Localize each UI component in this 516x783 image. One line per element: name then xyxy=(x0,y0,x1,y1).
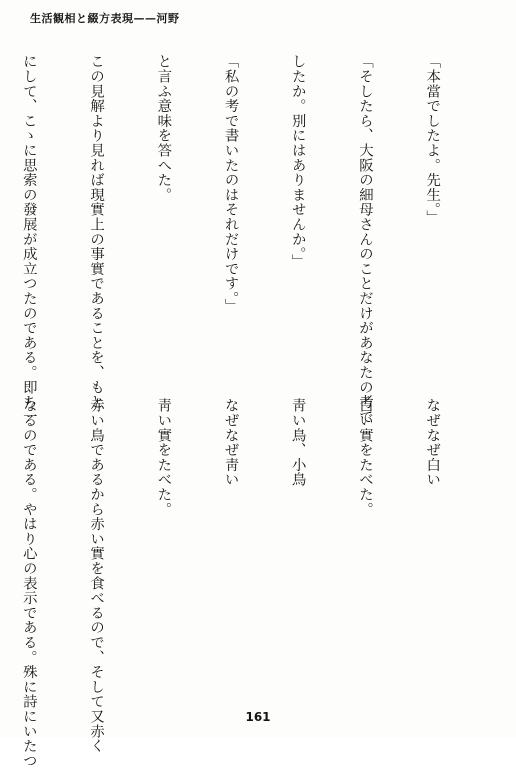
text-line: にして、こゝに思索の發展が成立つたのである。即ち一 xyxy=(20,54,37,424)
text-line: と言ふ意味を答へた。 xyxy=(155,54,172,202)
page-number: 161 xyxy=(245,710,271,724)
text-line: 靑い實をたべた。 xyxy=(155,398,172,517)
text-line: 靑い鳥、小鳥 xyxy=(289,398,306,487)
text-line: したか。別にはありませんか。」 xyxy=(289,54,306,269)
text-line: なるのである。やはり心の表示である。殊に詩にいたつ xyxy=(20,398,37,768)
text-line: 「私の考で書いたのはそれだけです。」 xyxy=(222,54,239,314)
text-line: 白い實をたべた。 xyxy=(356,398,373,517)
text-line: 赤い鳥であるから赤い實を食べるので、そして又赤く xyxy=(88,398,105,754)
text-line: なぜなぜ靑い xyxy=(222,398,239,487)
lower-text-block xyxy=(0,398,488,768)
upper-text-block xyxy=(0,54,488,424)
text-line: 「そしたら、大阪の細母さんのことだけがあなたの考で xyxy=(356,54,373,424)
running-head: 生活観相と綴方表現——河野 xyxy=(30,12,180,25)
text-line: この見解より見れば現實上の事實であることを、もと xyxy=(88,54,105,410)
text-line: 「本當でしたよ。先生。」 xyxy=(424,54,441,225)
text-line: なぜなぜ白い xyxy=(424,398,441,487)
